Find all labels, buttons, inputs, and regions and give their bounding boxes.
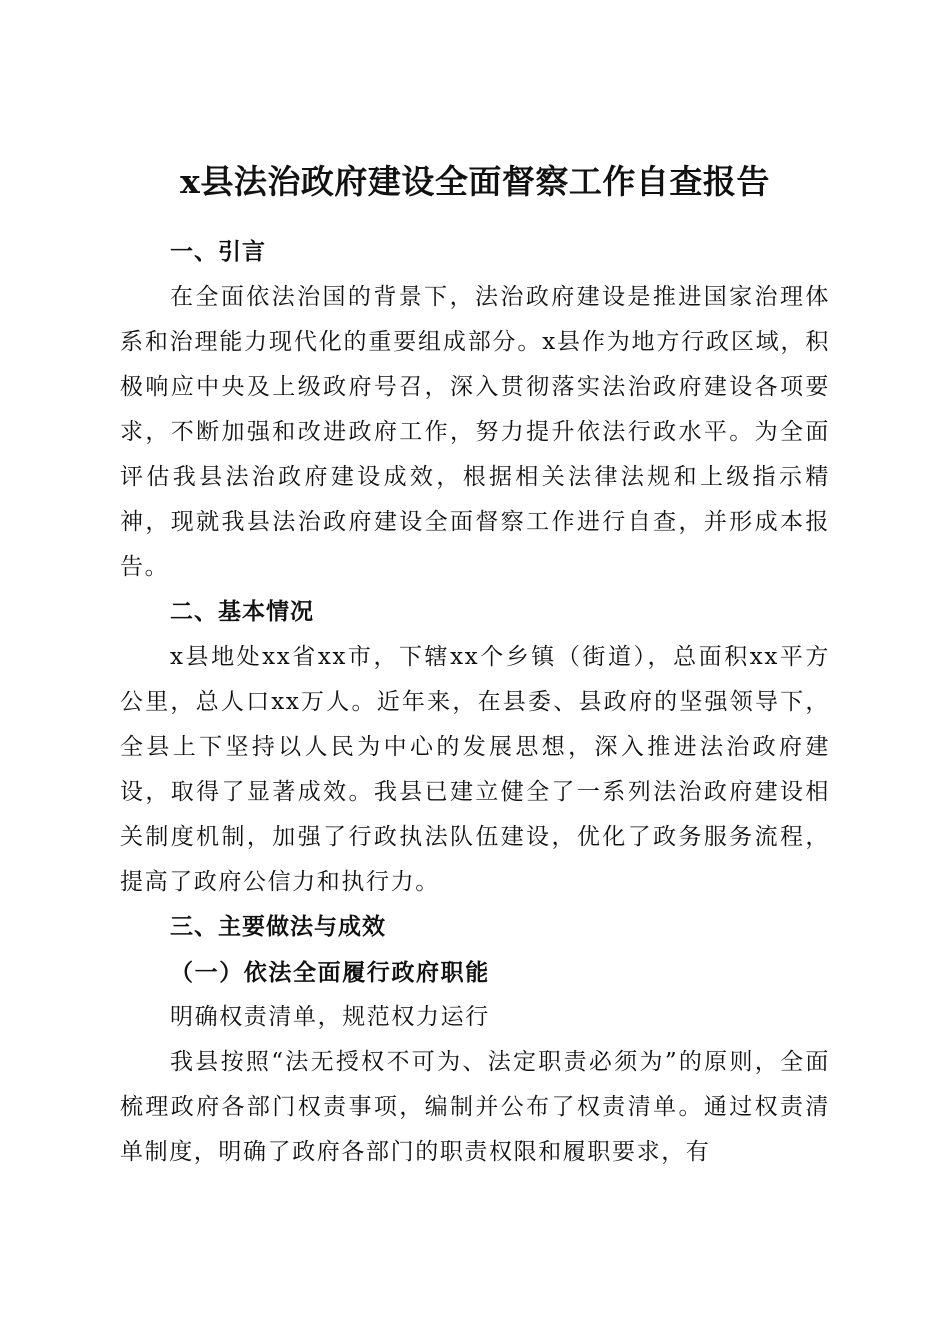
subsection-item-title: 明确权责清单，规范权力运行	[170, 1004, 490, 1030]
paragraph-introduction: 在全面依法治国的背景下，法治政府建设是推进国家治理体系和治理能力现代化的重要组成部分。x县作为地方行政区域，积极响应中央及上级政府号召，深入贯彻落实法治政府建设各项要求，不断加强和改进政府工作，努力提升依法行政水平。为全面评估我县法治政府建设成效，根据相关法律法规和上级指示精神，现就我县法治政府建设全面督察工作进行自查，并形成本报告。	[120, 284, 830, 580]
document-body	[120, 230, 830, 1175]
subsection-heading-government-functions: （一）依法全面履行政府职能	[170, 959, 490, 986]
section-heading-basic-situation: 二、基本情况	[170, 599, 314, 625]
paragraph-responsibility-list: 我县按照“法无授权不可为、法定职责必须为”的原则，全面梳理政府各部门权责事项，编制并公布了权责清单。通过权责清单制度，明确了政府各部门的职责权限和履职要求，有	[120, 1049, 830, 1165]
section-heading-practices: 三、主要做法与成效	[170, 914, 386, 940]
paragraph-basic-situation: x县地处xx省xx市，下辖xx个乡镇（街道），总面积xx平方公里，总人口xx万人。近年来，在县委、县政府的坚强领导下，全县上下坚持以人民为中心的发展思想，深入推进法治政府建设，取得了显著成效。我县已建立健全了一系列法治政府建设相关制度机制，加强了行政执法队伍建设，优化了政务服务流程，提高了政府公信力和执行力。	[120, 644, 830, 895]
document-title: x县法治政府建设全面督察工作自查报告	[180, 162, 770, 202]
section-heading-introduction: 一、引言	[170, 239, 266, 265]
